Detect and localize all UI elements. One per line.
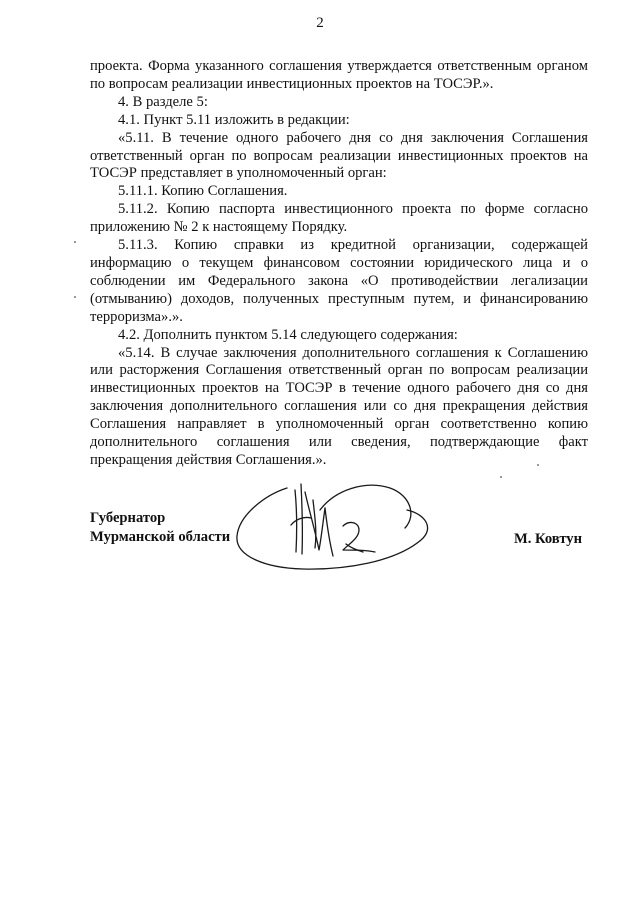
handwritten-signature: [225, 470, 435, 580]
document-body: [90, 58, 588, 470]
signatory-name: М. Ковтун: [513, 531, 582, 547]
paragraph-4-1: 4.1. Пункт 5.11 изложить в редакции:: [118, 111, 350, 128]
signatory-title-line1: Губернатор: [90, 510, 166, 526]
paragraph-section-5: 4. В разделе 5:: [118, 93, 208, 110]
paragraph-5-14: «5.14. В случае заключения дополнительного соглашения к Соглашению или расторжения Соглашения ответственный орган по вопросам реализации инвестиционных проектов на ТОСЭР в течение одного рабочего дня со дня заключения дополнительного соглашения или со дня прекращения действия Соглашения направляет в уполномоченный орган соответственно копию дополнительного соглашения или сведения, подтверждающие факт прекращения действия Соглашения.».: [90, 344, 588, 468]
paragraph-5-11-2: 5.11.2. Копию паспорта инвестиционного проекта по форме согласно приложению № 2 к настоящему Порядку.: [90, 201, 588, 236]
paragraph-continuation: проекта. Форма указанного соглашения утверждается ответственным органом по вопросам реализации инвестиционных проектов на ТОСЭР.».: [90, 58, 588, 92]
scan-speck: [74, 241, 76, 243]
scan-speck: [537, 464, 539, 466]
paragraph-5-11-3: 5.11.3. Копию справки из кредитной организации, содержащей информацию о текущем финансовом состоянии юридического лица и о соблюдении им Федерального закона «О противодействии легализации (отмыванию) доходов, полученных преступным путем, и финансированию терроризма».».: [90, 237, 588, 325]
paragraph-5-11-1: 5.11.1. Копию Соглашения.: [118, 183, 288, 200]
signatory-title-line2: Мурманской области: [90, 528, 231, 545]
paragraph-4-2: 4.2. Дополнить пунктом 5.14 следующего содержания:: [118, 326, 458, 343]
scan-speck: [500, 476, 502, 478]
signatory-title: [90, 509, 230, 546]
scan-speck: [74, 296, 76, 298]
paragraph-5-11: «5.11. В течение одного рабочего дня со дня заключения Соглашения ответственный орган по вопросам реализации инвестиционных проектов на ТОСЭР представляет в уполномоченный орган:: [90, 129, 588, 182]
page-number: 2: [316, 15, 324, 31]
